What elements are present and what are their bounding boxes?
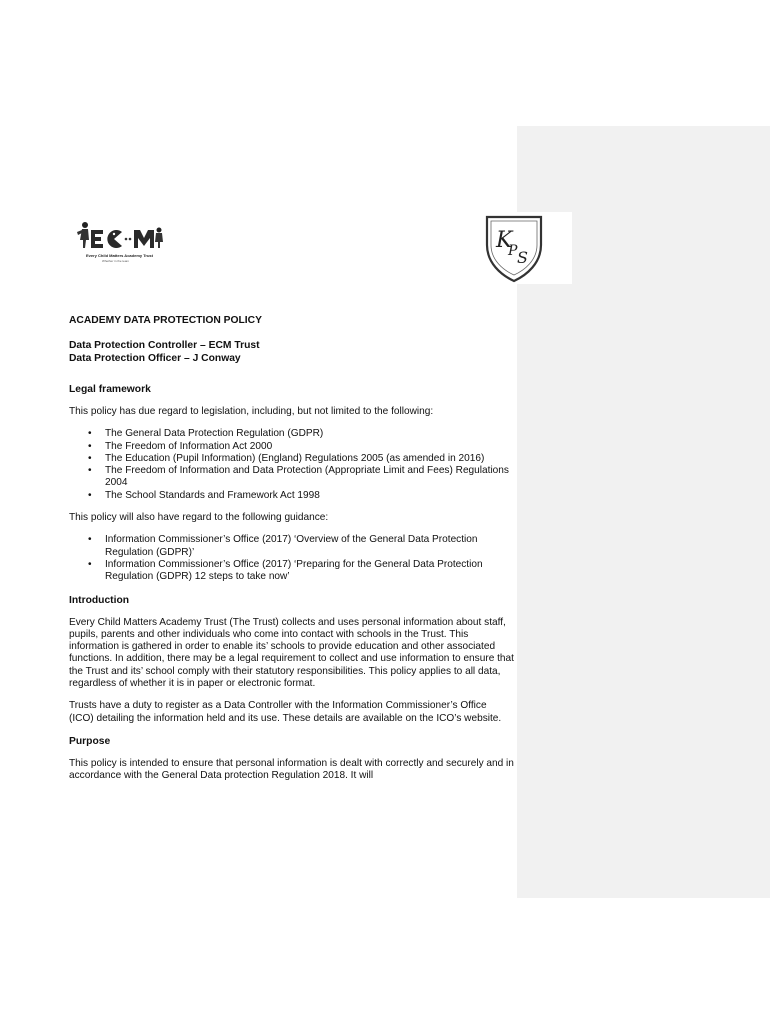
legislation-list <box>69 428 514 502</box>
svg-text:K: K <box>496 228 513 253</box>
list-item: • The Education (Pupil Information) (England) Regulations 2005 (as amended in 2016) <box>69 453 514 465</box>
list-item: • The Freedom of Information and Data Protection (Appropriate Limit and Fees) Regulations 2004 <box>69 465 514 490</box>
legal-framework-heading: Legal framework <box>69 384 151 395</box>
purpose-paragraph-1: This policy is intended to ensure that personal information is dealt with correctly and securely and in accordance with the General Data protection Regulation 2018. It will <box>69 757 514 782</box>
list-item: • The School Standards and Framework Act 1998 <box>69 490 514 502</box>
ecm-trust-logo <box>74 218 166 268</box>
list-item: • Information Commissioner’s Office (2017) ‘Preparing for the General Data Protection Regulation (GDPR) 12 steps to take now’ <box>69 559 514 584</box>
legal-intro: This policy has due regard to legislation, including, but not limited to the following: <box>69 406 434 417</box>
document-title: ACADEMY DATA PROTECTION POLICY <box>69 315 262 326</box>
list-item: • The General Data Protection Regulation (GDPR) <box>69 428 514 440</box>
svg-text:S: S <box>517 248 528 267</box>
guidance-list <box>69 534 514 583</box>
list-item: • The Freedom of Information Act 2000 <box>69 441 514 453</box>
introduction-paragraph-2: Trusts have a duty to register as a Data Controller with the Information Commissioner’s Office (ICO) detailing the information held and its use. These details are available on the ICO’s website. <box>69 700 502 724</box>
guidance-intro: This policy will also have regard to the following guidance: <box>69 512 329 524</box>
purpose-heading: Purpose <box>69 735 111 747</box>
comment-pane <box>517 126 770 898</box>
kps-crest-logo <box>483 213 545 283</box>
svg-text:P: P <box>508 243 518 259</box>
ecm-motto: Whether in the team <box>102 259 130 263</box>
introduction-heading: Introduction <box>69 594 130 606</box>
officer-line: Data Protection Officer – J Conway <box>69 353 241 364</box>
ecm-tagline: Every Child Matters Academy Trust <box>86 253 153 258</box>
list-item: • Information Commissioner’s Office (2017) ‘Overview of the General Data Protection Regulation (GDPR)’ <box>69 534 514 559</box>
policy-document <box>69 314 514 783</box>
introduction-paragraph-1: Every Child Matters Academy Trust (The Trust) collects and uses personal information about staff, pupils, parents and other individuals who come into contact with schools in the Trust. This information is gathered in order to enable its’ schools to provide education and other associated functions. In addition, there may be a legal requirement to collect and use information to ensure that the Trust and its’ school comply with their statutory responsibilities. This policy applies to all data, regardless of whether it is in paper or electronic format. <box>69 616 514 690</box>
controller-line: Data Protection Controller – ECM Trust <box>69 340 260 351</box>
